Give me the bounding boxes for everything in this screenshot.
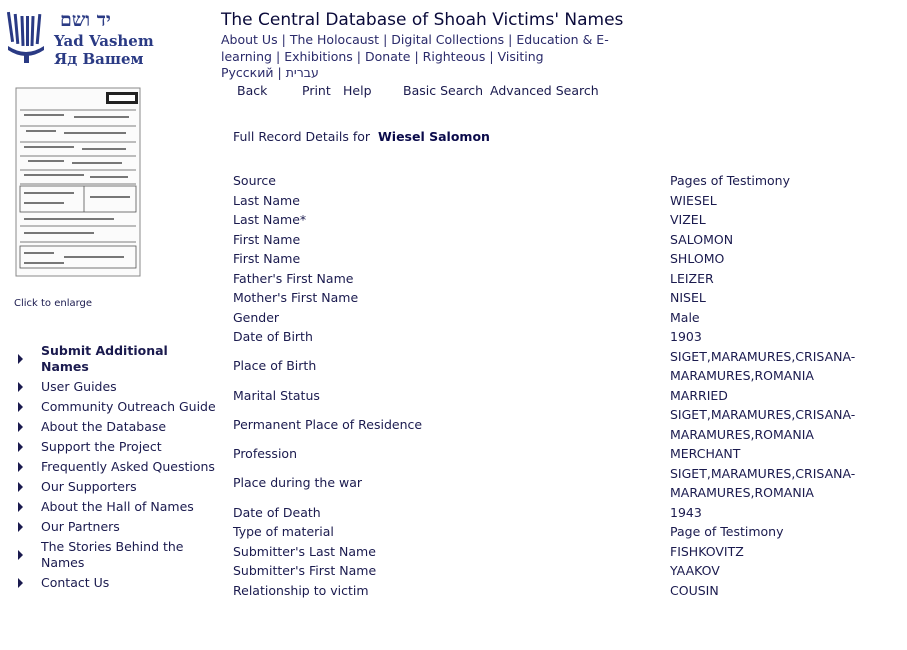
sidebar-item-user-guides[interactable]: [14, 379, 219, 395]
print-button[interactable]: Print: [302, 83, 331, 98]
detail-value: Pages of Testimony: [670, 173, 791, 188]
detail-row: [233, 581, 893, 601]
sidebar-item-label: Support the Project: [41, 439, 162, 454]
sidebar-item-support-the-project[interactable]: [14, 439, 219, 455]
arrow-right-icon: [18, 502, 23, 512]
detail-value: WIESEL: [670, 192, 717, 208]
detail-value: MERCHANT: [670, 446, 741, 461]
sidebar-item-label: Frequently Asked Questions: [41, 459, 215, 474]
record-details-body: [233, 171, 893, 600]
detail-row: [233, 269, 893, 289]
detail-label: Date of Death: [233, 504, 321, 520]
detail-row: [233, 230, 893, 250]
detail-label: Permanent Place of Residence: [233, 416, 423, 432]
detail-row: [233, 503, 893, 523]
help-button[interactable]: Help: [343, 83, 372, 98]
arrow-right-icon: [18, 422, 23, 432]
sidebar-item-label: Our Supporters: [41, 479, 137, 494]
detail-label: Father's First Name: [233, 270, 354, 286]
document-thumbnail-image: [14, 86, 142, 278]
nav-the-holocaust[interactable]: The Holocaust: [289, 32, 380, 47]
arrow-right-icon: [18, 462, 23, 472]
detail-label: Submitter's Last Name: [233, 543, 376, 559]
detail-label: First Name: [233, 251, 301, 266]
detail-label: Place during the war: [233, 475, 363, 491]
detail-value: VIZEL: [670, 212, 706, 227]
detail-label: Relationship to victim: [233, 582, 369, 598]
record-details-table: [233, 171, 893, 600]
detail-value: NISEL: [670, 290, 706, 305]
arrow-right-icon: [18, 578, 23, 588]
nav-visiting[interactable]: Visiting: [497, 48, 544, 64]
nav-digital-collections[interactable]: Digital Collections: [391, 32, 505, 47]
detail-row: [233, 444, 893, 464]
record-victim-name: Wiesel Salomon: [378, 129, 490, 144]
detail-label: Date of Birth: [233, 329, 313, 344]
detail-label: Submitter's First Name: [233, 563, 377, 578]
logo-russian: Яд Вашем: [54, 50, 144, 68]
nav-education[interactable]: Education & E-learning: [221, 32, 609, 64]
detail-row: [233, 191, 893, 211]
arrow-right-icon: [18, 354, 23, 364]
sidebar-item-label: Submit Additional Names: [41, 343, 168, 374]
detail-row: [233, 288, 893, 308]
sidebar-item-label: Contact Us: [41, 575, 110, 590]
detail-label: Mother's First Name: [233, 290, 359, 305]
sidebar-item-our-supporters[interactable]: [14, 479, 219, 495]
detail-row: [233, 347, 893, 386]
sidebar-item-label: User Guides: [41, 379, 117, 394]
nav-russian[interactable]: Русский: [221, 65, 274, 80]
record-heading-label: Full Record Details for: [233, 129, 371, 144]
sidebar-item-our-partners[interactable]: [14, 519, 219, 535]
detail-label: First Name: [233, 231, 301, 247]
detail-label: Type of material: [233, 524, 334, 539]
basic-search-link[interactable]: Basic Search: [403, 83, 484, 98]
detail-row: [233, 249, 893, 269]
detail-value: MARRIED: [670, 387, 728, 403]
detail-label: Last Name*: [233, 212, 307, 227]
arrow-right-icon: [18, 402, 23, 412]
detail-value: YAAKOV: [670, 563, 720, 578]
nav-separator: |: [281, 32, 286, 47]
arrow-right-icon: [18, 550, 23, 560]
detail-label: Profession: [233, 446, 297, 461]
detail-label: Marital Status: [233, 387, 320, 403]
logo-english: Yad Vashem: [54, 32, 154, 50]
detail-row: [233, 327, 893, 347]
nav-about-us[interactable]: About Us: [221, 32, 278, 47]
nav-separator: |: [356, 48, 361, 64]
sidebar-item-label: The Stories Behind the Names: [41, 539, 184, 570]
detail-row: [233, 561, 893, 581]
detail-label: Last Name: [233, 192, 300, 208]
yad-vashem-logo[interactable]: [6, 6, 156, 66]
detail-value: FISHKOVITZ: [670, 543, 744, 559]
nav-separator: |: [383, 32, 388, 47]
sidebar-item-community-outreach-guide[interactable]: [14, 399, 219, 415]
detail-row: [233, 308, 893, 328]
menorah-icon: [6, 10, 46, 64]
sidebar-item-stories-behind-names[interactable]: [14, 539, 219, 571]
detail-row: [233, 542, 893, 562]
testimony-thumbnail[interactable]: [14, 86, 142, 278]
detail-row: [233, 405, 893, 444]
sidebar-item-hall-of-names[interactable]: [14, 499, 219, 515]
logo-hebrew: יד ושם: [60, 9, 111, 31]
sidebar-item-label: Our Partners: [41, 519, 120, 534]
sidebar-menu: [14, 343, 219, 595]
back-button[interactable]: Back: [237, 83, 268, 98]
nav-exhibitions[interactable]: Exhibitions: [284, 48, 353, 64]
top-nav: [221, 32, 905, 82]
site-title: The Central Database of Shoah Victims' Names: [221, 10, 624, 30]
detail-value: Male: [670, 309, 700, 325]
nav-separator: |: [489, 48, 494, 64]
arrow-right-icon: [18, 482, 23, 492]
sidebar-item-about-the-database[interactable]: [14, 419, 219, 435]
sidebar-item-faq[interactable]: [14, 459, 219, 475]
detail-row: [233, 464, 893, 503]
detail-row: [233, 386, 893, 406]
nav-separator: |: [508, 32, 513, 47]
detail-value: LEIZER: [670, 270, 714, 286]
detail-label: Gender: [233, 309, 280, 325]
click-to-enlarge-link[interactable]: Click to enlarge: [14, 298, 93, 309]
sidebar-item-contact-us[interactable]: [14, 575, 219, 591]
nav-donate[interactable]: Donate: [365, 48, 411, 64]
detail-value: Page of Testimony: [670, 524, 784, 539]
nav-separator: |: [277, 65, 282, 80]
sidebar-item-label: About the Hall of Names: [41, 499, 194, 514]
detail-row: [233, 522, 893, 542]
detail-row: [233, 171, 893, 191]
detail-value: 1903: [670, 329, 702, 344]
detail-value: SIGET,MARAMURES,CRISANA-MARAMURES,ROMANIA: [670, 407, 856, 442]
advanced-search-link[interactable]: Advanced Search: [490, 83, 599, 98]
arrow-right-icon: [18, 382, 23, 392]
detail-value: SALOMON: [670, 231, 734, 247]
sidebar-item-label: About the Database: [41, 419, 167, 434]
detail-value: SIGET,MARAMURES,CRISANA-MARAMURES,ROMANIA: [670, 465, 856, 500]
nav-separator: |: [414, 48, 419, 64]
detail-value: COUSIN: [670, 582, 719, 598]
detail-label: Place of Birth: [233, 358, 317, 374]
arrow-right-icon: [18, 442, 23, 452]
sidebar-item-label: Community Outreach Guide: [41, 399, 216, 414]
nav-hebrew[interactable]: עברית: [285, 65, 319, 80]
detail-value: SIGET,MARAMURES,CRISANA-MARAMURES,ROMANIA: [670, 348, 856, 383]
nav-righteous[interactable]: Righteous: [422, 48, 486, 64]
sidebar-item-submit-additional-names[interactable]: [14, 343, 219, 375]
detail-row: [233, 210, 893, 230]
record-heading: [233, 129, 490, 144]
detail-label: Source: [233, 173, 276, 188]
arrow-right-icon: [18, 522, 23, 532]
detail-value: SHLOMO: [670, 251, 725, 266]
detail-value: 1943: [670, 504, 702, 520]
nav-separator: |: [276, 48, 281, 64]
